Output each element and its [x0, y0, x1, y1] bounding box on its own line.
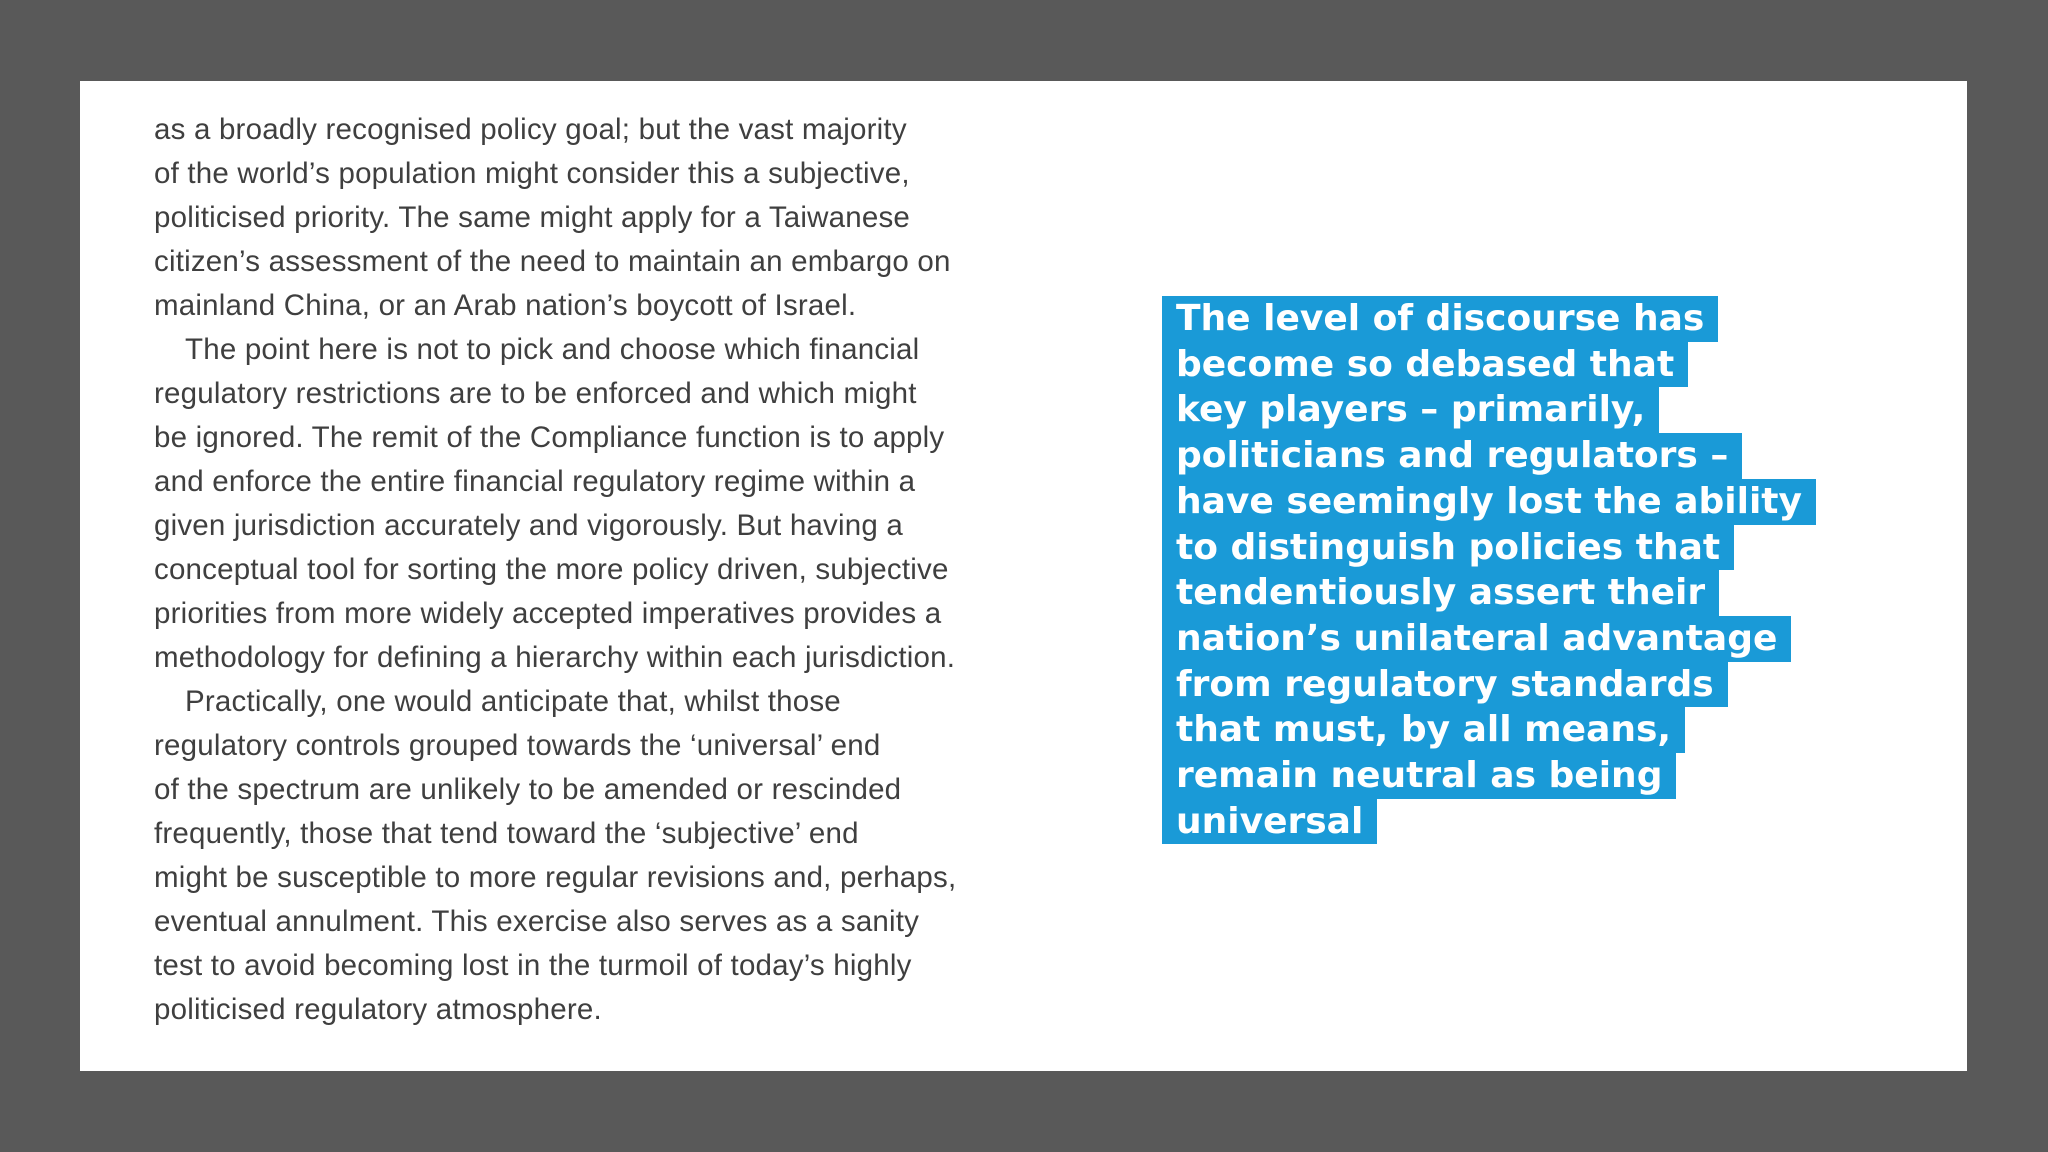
pull-quote-line — [1162, 570, 1862, 616]
body-line: regulatory controls grouped towards the ‘universal’ end — [154, 729, 881, 762]
body-text-column — [154, 108, 1134, 1032]
body-line: test to avoid becoming lost in the turmoil of today’s highly — [154, 949, 912, 982]
pull-quote-line — [1162, 662, 1862, 708]
document-page — [80, 81, 1967, 1071]
pull-quote-line — [1162, 707, 1862, 753]
pull-quote-line — [1162, 753, 1862, 799]
body-line: methodology for defining a hierarchy within each jurisdiction. — [154, 641, 956, 674]
pull-quote-line — [1162, 479, 1862, 525]
pull-quote-text: universal — [1162, 799, 1377, 845]
pull-quote-line — [1162, 525, 1862, 571]
pull-quote-text: politicians and regulators – — [1162, 433, 1742, 479]
body-line: citizen’s assessment of the need to maintain an embargo on — [154, 245, 951, 278]
pull-quote-text: to distinguish policies that — [1162, 525, 1734, 571]
body-line: of the spectrum are unlikely to be amended or rescinded — [154, 773, 902, 806]
pull-quote-line — [1162, 342, 1862, 388]
pull-quote-text: remain neutral as being — [1162, 753, 1676, 799]
pull-quote-line — [1162, 296, 1862, 342]
body-line-paragraph-start: Practically, one would anticipate that, whilst those — [185, 685, 841, 718]
body-line: priorities from more widely accepted imperatives provides a — [154, 597, 942, 630]
body-line: conceptual tool for sorting the more policy driven, subjective — [154, 553, 949, 586]
pull-quote-line — [1162, 799, 1862, 845]
body-line: mainland China, or an Arab nation’s boycott of Israel. — [154, 289, 857, 322]
pull-quote-line — [1162, 387, 1862, 433]
body-line: given jurisdiction accurately and vigorously. But having a — [154, 509, 903, 542]
pull-quote-text: have seemingly lost the ability — [1162, 479, 1816, 525]
body-line: politicised regulatory atmosphere. — [154, 993, 602, 1026]
body-line: and enforce the entire financial regulatory regime within a — [154, 465, 916, 498]
pull-quote-text: key players – primarily, — [1162, 387, 1659, 433]
body-line: as a broadly recognised policy goal; but the vast majority — [154, 113, 907, 146]
body-line: of the world’s population might consider this a subjective, — [154, 157, 910, 190]
pull-quote-text: tendentiously assert their — [1162, 570, 1719, 616]
pull-quote-text: become so debased that — [1162, 342, 1688, 388]
pull-quote-text: that must, by all means, — [1162, 707, 1685, 753]
pull-quote — [1162, 296, 1862, 844]
body-line: eventual annulment. This exercise also serves as a sanity — [154, 905, 920, 938]
pull-quote-text: The level of discourse has — [1162, 296, 1718, 342]
body-line-paragraph-start: The point here is not to pick and choose which financial — [185, 333, 920, 366]
pull-quote-line — [1162, 433, 1862, 479]
body-line: be ignored. The remit of the Compliance function is to apply — [154, 421, 945, 454]
body-line: politicised priority. The same might apply for a Taiwanese — [154, 201, 911, 234]
pull-quote-text: nation’s unilateral advantage — [1162, 616, 1791, 662]
body-line: might be susceptible to more regular revisions and, perhaps, — [154, 861, 957, 894]
body-line: regulatory restrictions are to be enforced and which might — [154, 377, 917, 410]
pull-quote-line — [1162, 616, 1862, 662]
pull-quote-text: from regulatory standards — [1162, 662, 1728, 708]
body-line: frequently, those that tend toward the ‘subjective’ end — [154, 817, 859, 850]
